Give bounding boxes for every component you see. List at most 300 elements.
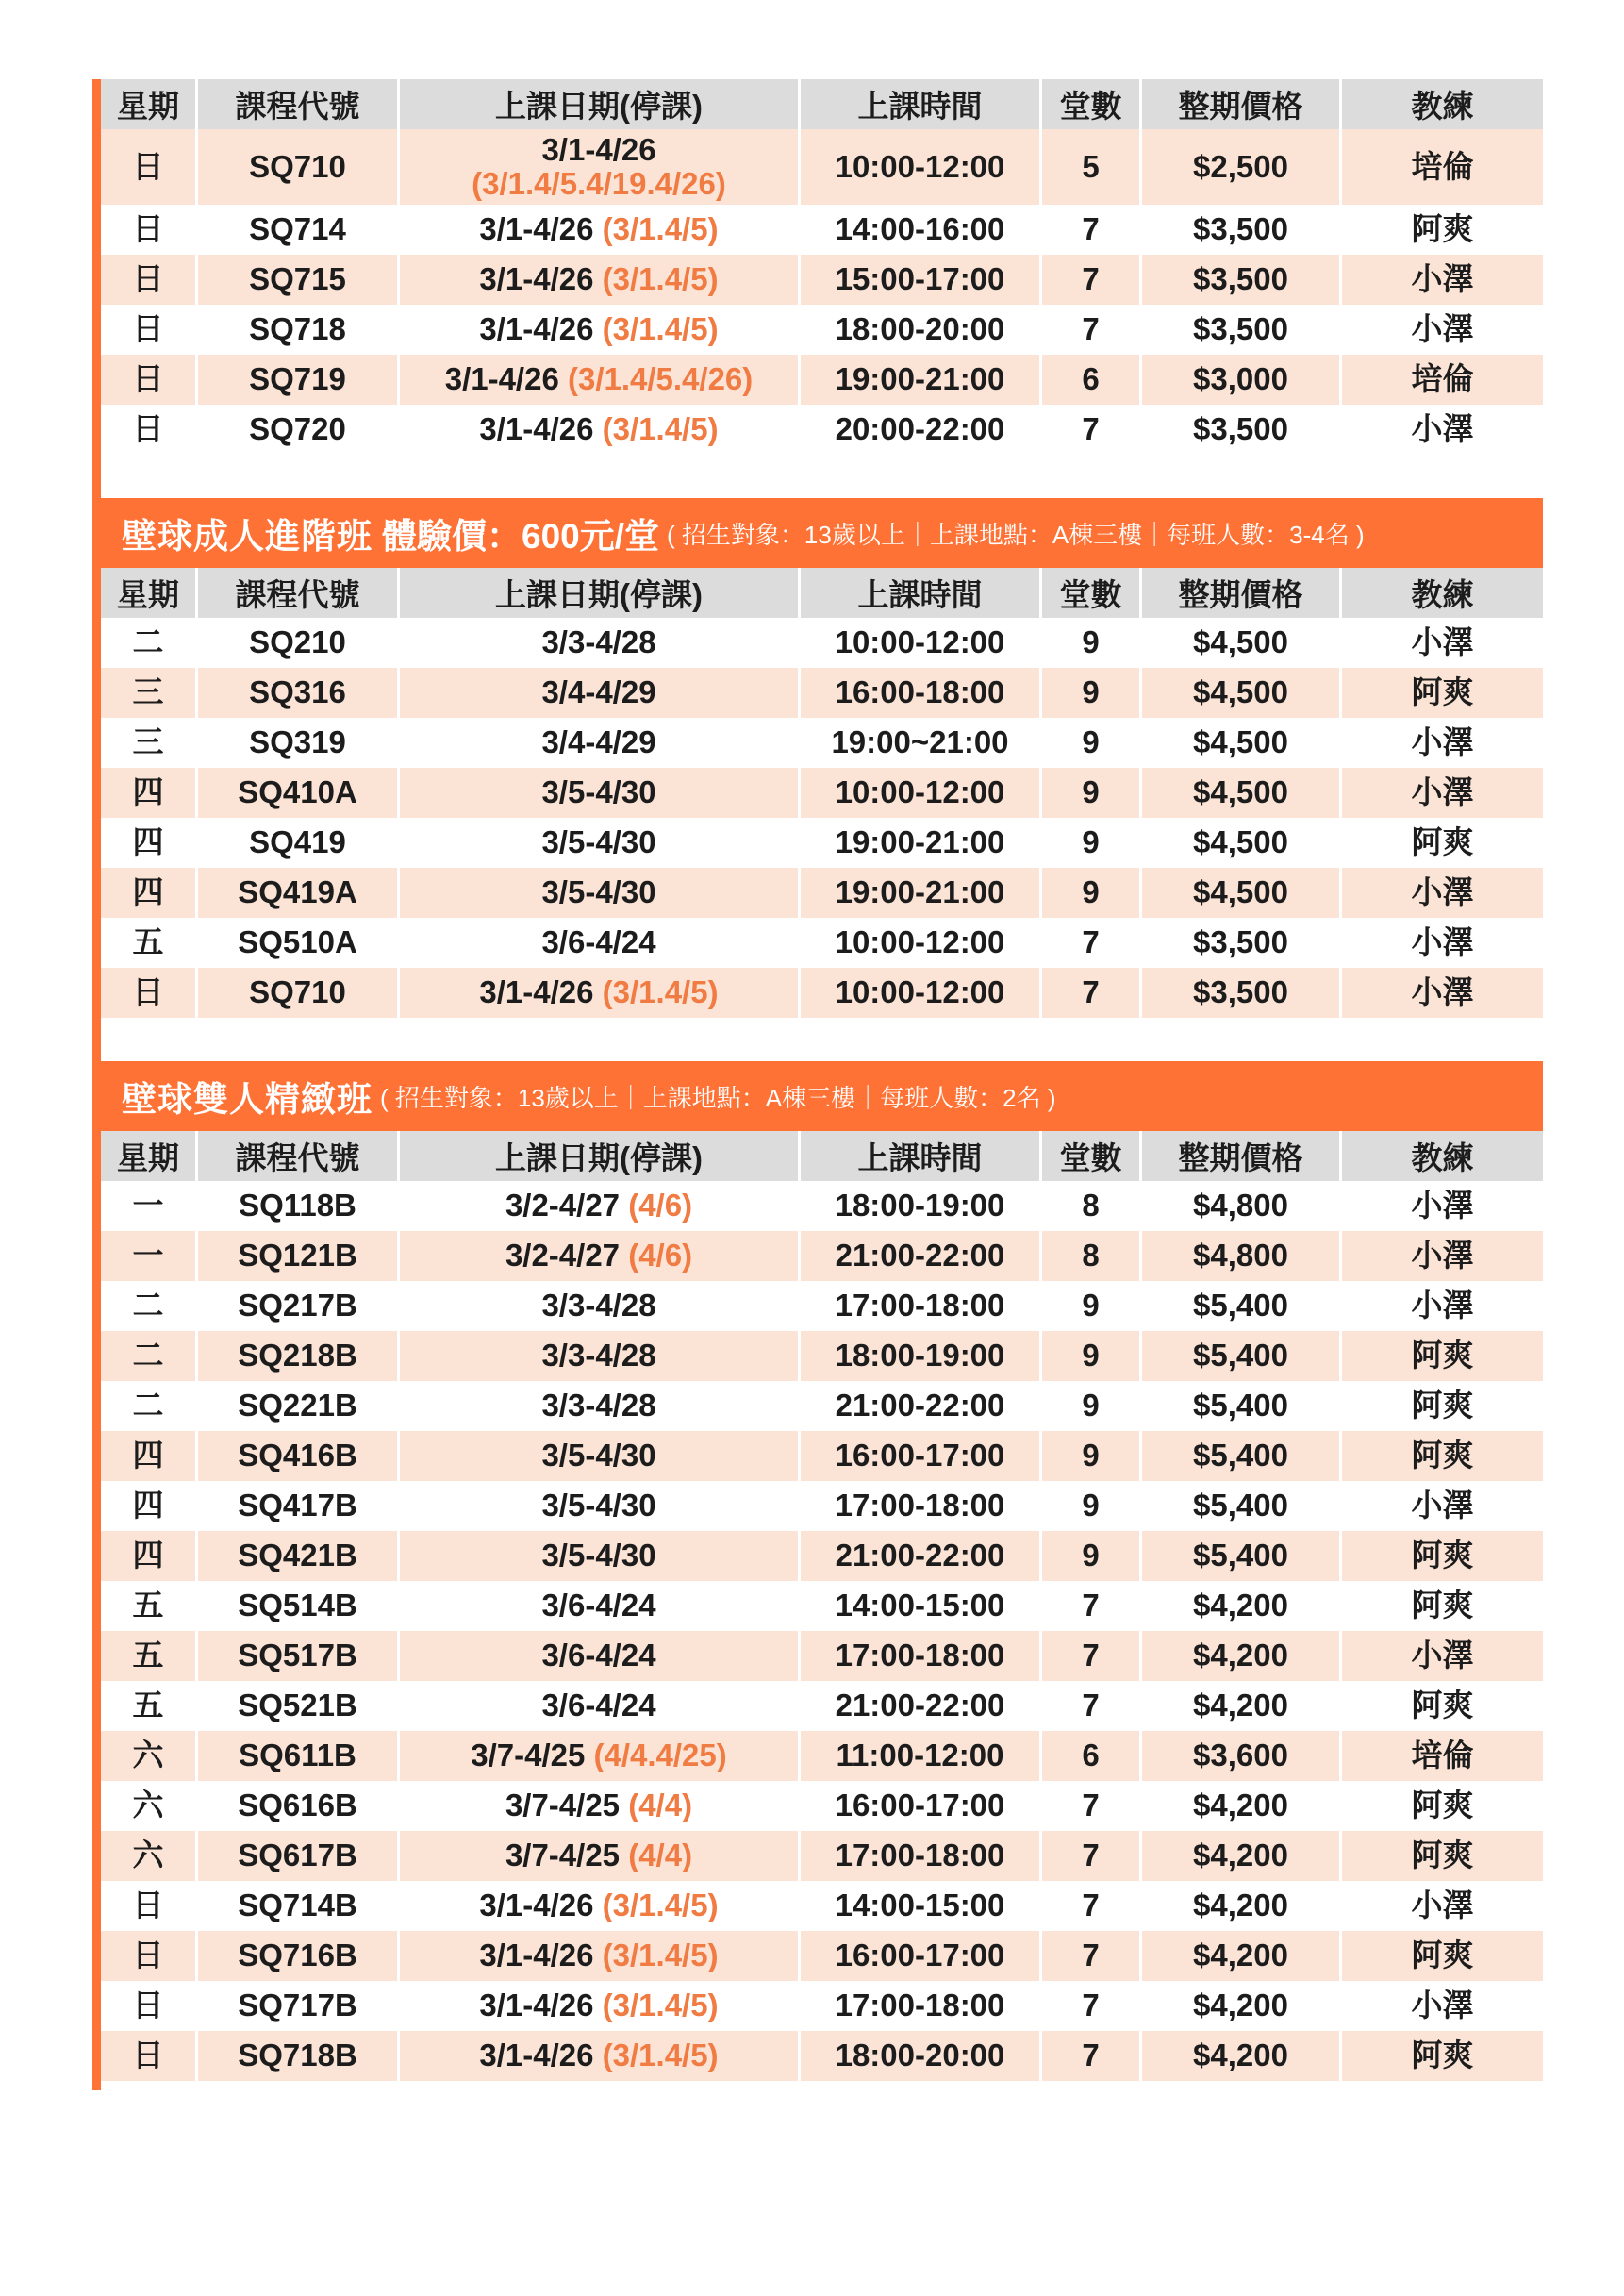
suspended-dates: (3/1.4/5)	[602, 311, 719, 347]
day-cell: 六	[101, 1831, 195, 1881]
sessions-cell: 7	[1039, 1981, 1139, 2031]
coach-cell: 阿爽	[1339, 1831, 1543, 1881]
course-code-cell: SQ710	[195, 129, 397, 205]
day-cell: 三	[132, 724, 164, 760]
time-cell: 18:00-19:00	[798, 1331, 1039, 1381]
time-cell: 19:00~21:00	[798, 718, 1039, 768]
date-range: 3/5-4/30	[541, 1538, 656, 1573]
price-cell: $2,500	[1139, 129, 1339, 205]
schedule-table	[101, 79, 1543, 455]
suspended-dates: (4/6)	[628, 1238, 693, 1273]
coach-cell: 小澤	[1339, 1981, 1543, 2031]
schedule-table	[101, 1131, 1543, 2081]
time-cell: 10:00-12:00	[798, 768, 1039, 818]
day-cell: 日	[101, 968, 195, 1018]
course-code-cell: SQ720	[195, 405, 397, 455]
table-row	[101, 768, 1543, 818]
section-doubles-premium	[101, 1061, 1543, 2081]
dates-cell	[397, 868, 798, 918]
course-code-cell: SQ714B	[195, 1881, 397, 1931]
dates-cell	[397, 1331, 798, 1381]
section-sunday-classes	[101, 79, 1543, 455]
dates-cell	[397, 1931, 798, 1981]
price-cell: $3,500	[1139, 405, 1339, 455]
sessions-cell: 9	[1039, 1431, 1139, 1481]
price-cell: $5,400	[1139, 1281, 1339, 1331]
day-cell: 五	[132, 1588, 164, 1623]
date-range: 3/2-4/27	[505, 1188, 621, 1223]
date-range: 3/6-4/24	[541, 1688, 656, 1723]
suspended-dates: (4/4.4/25)	[593, 1738, 727, 1773]
time-cell: 10:00-12:00	[798, 618, 1039, 668]
section-adult-advanced	[101, 498, 1543, 1018]
coach-cell: 培倫	[1339, 355, 1543, 405]
coach-cell: 小澤	[1339, 405, 1543, 455]
table-header-row	[101, 1131, 1543, 1181]
table-row	[101, 1681, 1543, 1731]
day-cell: 日	[101, 355, 195, 405]
suspended-dates: (3/1.4/5)	[602, 2038, 719, 2073]
coach-cell: 阿爽	[1339, 2031, 1543, 2081]
price-cell: $4,500	[1139, 818, 1339, 868]
course-code-cell: SQ217B	[195, 1281, 397, 1331]
day-cell: 日	[132, 411, 164, 447]
time-cell: 21:00-22:00	[798, 1381, 1039, 1431]
time-cell: 14:00-15:00	[798, 1581, 1039, 1631]
course-code-cell: SQ419	[195, 818, 397, 868]
header-course-code: 課程代號	[195, 1131, 397, 1181]
table-row	[101, 818, 1543, 868]
day-cell: 四	[101, 1431, 195, 1481]
coach-cell: 小澤	[1339, 255, 1543, 305]
sessions-cell: 9	[1039, 668, 1139, 718]
coach-cell: 阿爽	[1339, 1531, 1543, 1581]
sessions-cell: 5	[1039, 129, 1139, 205]
dates-cell	[397, 1731, 798, 1781]
day-cell: 四	[101, 1531, 195, 1581]
price-cell: $3,500	[1139, 968, 1339, 1018]
dates-cell	[397, 255, 798, 305]
course-code-cell: SQ118B	[195, 1181, 397, 1231]
sessions-cell: 7	[1039, 1781, 1139, 1831]
sessions-cell: 9	[1039, 768, 1139, 818]
table-row	[101, 305, 1543, 355]
date-range: 3/6-4/24	[541, 1638, 656, 1673]
price-cell: $4,500	[1139, 718, 1339, 768]
date-range: 3/3-4/28	[541, 1338, 656, 1373]
dates-cell	[397, 1981, 798, 2031]
day-cell: 六	[101, 1731, 195, 1781]
sessions-cell: 9	[1039, 1331, 1139, 1381]
header-coach: 教練	[1339, 1131, 1543, 1181]
dates-cell	[397, 718, 798, 768]
day-cell: 五	[132, 1688, 164, 1723]
course-code-cell: SQ514B	[195, 1581, 397, 1631]
time-cell: 18:00-20:00	[798, 305, 1039, 355]
section-note: ( 招生對象：13歲以上｜上課地點：A棟三樓｜每班人數：2名 )	[380, 1083, 1056, 1112]
date-range: 3/5-4/30	[541, 774, 656, 810]
day-cell: 四	[132, 824, 164, 860]
sessions-cell: 9	[1039, 818, 1139, 868]
sessions-cell: 7	[1039, 1581, 1139, 1631]
header-coach: 教練	[1339, 79, 1543, 129]
coach-cell: 小澤	[1339, 1281, 1543, 1331]
suspended-dates: (4/4)	[628, 1838, 693, 1873]
course-code-cell: SQ419A	[195, 868, 397, 918]
suspended-dates: (3/1.4/5)	[602, 411, 719, 447]
coach-cell: 小澤	[1339, 768, 1543, 818]
suspended-dates: (3/1.4/5)	[602, 974, 719, 1010]
price-cell: $4,200	[1139, 1931, 1339, 1981]
table-row	[101, 1481, 1543, 1531]
sessions-cell: 9	[1039, 1381, 1139, 1431]
course-code-cell: SQ714	[195, 205, 397, 255]
time-cell: 14:00-16:00	[798, 205, 1039, 255]
time-cell: 17:00-18:00	[798, 1831, 1039, 1881]
course-code-cell: SQ719	[195, 355, 397, 405]
section-header	[101, 1061, 1543, 1131]
course-code-cell: SQ510A	[195, 918, 397, 968]
date-range: 3/5-4/30	[541, 874, 656, 910]
price-cell: $4,200	[1139, 1581, 1339, 1631]
price-cell: $3,000	[1139, 355, 1339, 405]
price-cell: $4,200	[1139, 1631, 1339, 1681]
sessions-cell: 6	[1039, 355, 1139, 405]
table-row	[101, 2031, 1543, 2081]
sessions-cell: 9	[1039, 618, 1139, 668]
sessions-cell: 7	[1039, 1881, 1139, 1931]
price-cell: $4,800	[1139, 1231, 1339, 1281]
header-price: 整期價格	[1139, 1131, 1339, 1181]
day-cell: 日	[132, 1988, 164, 2023]
course-code-cell: SQ417B	[195, 1481, 397, 1531]
time-cell: 10:00-12:00	[798, 918, 1039, 968]
header-day: 星期	[101, 1131, 195, 1181]
dates-cell	[397, 1631, 798, 1681]
dates-cell	[397, 968, 798, 1018]
coach-cell: 阿爽	[1339, 1681, 1543, 1731]
table-row	[101, 1581, 1543, 1631]
date-range: 3/1-4/26	[479, 211, 594, 247]
coach-cell: 阿爽	[1339, 668, 1543, 718]
table-row	[101, 1931, 1543, 1981]
trial-price: 體驗價：600元/堂	[382, 517, 660, 556]
time-cell: 16:00-18:00	[798, 668, 1039, 718]
course-code-cell: SQ416B	[195, 1431, 397, 1481]
date-range: 3/5-4/30	[541, 1488, 656, 1523]
coach-cell: 小澤	[1339, 1881, 1543, 1931]
dates-cell	[397, 129, 798, 205]
section-note: ( 招生對象：13歲以上｜上課地點：A棟三樓｜每班人數：3-4名 )	[667, 520, 1365, 549]
date-range: 3/1-4/26	[479, 261, 594, 297]
course-code-cell: SQ715	[195, 255, 397, 305]
coach-cell: 小澤	[1339, 618, 1543, 668]
dates-cell	[397, 1231, 798, 1281]
header-time: 上課時間	[798, 79, 1039, 129]
time-cell: 21:00-22:00	[798, 1231, 1039, 1281]
date-range: 3/1-4/26	[479, 411, 594, 447]
time-cell: 18:00-19:00	[798, 1181, 1039, 1231]
coach-cell: 阿爽	[1339, 1331, 1543, 1381]
dates-cell	[397, 1481, 798, 1531]
price-cell: $5,400	[1139, 1481, 1339, 1531]
sessions-cell: 7	[1039, 305, 1139, 355]
course-code-cell: SQ316	[195, 668, 397, 718]
table-row	[101, 1831, 1543, 1881]
header-sessions: 堂數	[1039, 568, 1139, 618]
dates-cell	[397, 1281, 798, 1331]
date-range: 3/1-4/26	[444, 361, 559, 397]
day-cell: 四	[101, 868, 195, 918]
coach-cell: 小澤	[1339, 305, 1543, 355]
table-row	[101, 1981, 1543, 2031]
coach-cell: 小澤	[1339, 1181, 1543, 1231]
suspended-dates: (4/4)	[628, 1788, 693, 1823]
table-row	[101, 918, 1543, 968]
day-cell: 四	[132, 1488, 164, 1523]
coach-cell: 阿爽	[1339, 1781, 1543, 1831]
course-code-cell: SQ717B	[195, 1981, 397, 2031]
price-cell: $4,200	[1139, 1781, 1339, 1831]
accent-bar	[92, 79, 101, 2090]
date-range: 3/6-4/24	[541, 924, 656, 960]
price-cell: $4,200	[1139, 1681, 1339, 1731]
sessions-cell: 6	[1039, 1731, 1139, 1781]
course-code-cell: SQ718	[195, 305, 397, 355]
suspended-dates: (3/1.4/5)	[602, 1938, 719, 1973]
dates-cell	[397, 1581, 798, 1631]
date-range: 3/7-4/25	[505, 1788, 621, 1823]
coach-cell: 培倫	[1339, 129, 1543, 205]
sessions-cell: 7	[1039, 255, 1139, 305]
time-cell: 10:00-12:00	[798, 129, 1039, 205]
header-dates: 上課日期(停課)	[397, 568, 798, 618]
table-row	[101, 205, 1543, 255]
course-code-cell: SQ718B	[195, 2031, 397, 2081]
coach-cell: 小澤	[1339, 968, 1543, 1018]
header-sessions: 堂數	[1039, 1131, 1139, 1181]
course-code-cell: SQ121B	[195, 1231, 397, 1281]
sessions-cell: 7	[1039, 1631, 1139, 1681]
date-range: 3/5-4/30	[541, 824, 656, 860]
header-dates: 上課日期(停課)	[397, 79, 798, 129]
coach-cell: 小澤	[1339, 1231, 1543, 1281]
date-range: 3/4-4/29	[541, 674, 656, 710]
header-day: 星期	[101, 79, 195, 129]
coach-cell: 阿爽	[1339, 818, 1543, 868]
sessions-cell: 7	[1039, 205, 1139, 255]
section-header	[101, 498, 1543, 568]
dates-cell	[397, 1181, 798, 1231]
time-cell: 19:00-21:00	[798, 355, 1039, 405]
coach-cell: 小澤	[1339, 918, 1543, 968]
section-title: 壁球雙人精緻班	[122, 1080, 373, 1119]
dates-cell	[397, 1531, 798, 1581]
dates-cell	[397, 1431, 798, 1481]
sessions-cell: 7	[1039, 2031, 1139, 2081]
time-cell: 20:00-22:00	[798, 405, 1039, 455]
table-row	[101, 718, 1543, 768]
coach-cell: 阿爽	[1339, 1431, 1543, 1481]
day-cell: 五	[101, 1631, 195, 1681]
suspended-dates: (4/6)	[628, 1188, 693, 1223]
course-code-cell: SQ221B	[195, 1381, 397, 1431]
suspended-dates: (3/1.4/5)	[602, 1988, 719, 2023]
dates-cell	[397, 768, 798, 818]
table-row	[101, 1231, 1543, 1281]
dates-cell	[397, 668, 798, 718]
header-dates: 上課日期(停課)	[397, 1131, 798, 1181]
day-cell: 日	[101, 1931, 195, 1981]
price-cell: $4,500	[1139, 768, 1339, 818]
sessions-cell: 9	[1039, 868, 1139, 918]
header-course-code: 課程代號	[195, 79, 397, 129]
price-cell: $5,400	[1139, 1381, 1339, 1431]
time-cell: 21:00-22:00	[798, 1681, 1039, 1731]
course-code-cell: SQ210	[195, 618, 397, 668]
time-cell: 11:00-12:00	[798, 1731, 1039, 1781]
price-cell: $5,400	[1139, 1431, 1339, 1481]
day-cell: 四	[101, 768, 195, 818]
dates-cell	[397, 305, 798, 355]
dates-cell	[397, 1381, 798, 1431]
sessions-cell: 7	[1039, 1831, 1139, 1881]
suspended-dates: (3/1.4/5.4/26)	[567, 361, 754, 397]
price-cell: $3,500	[1139, 918, 1339, 968]
header-price: 整期價格	[1139, 568, 1339, 618]
date-range: 3/1-4/26	[479, 2038, 594, 2073]
course-code-cell: SQ410A	[195, 768, 397, 818]
date-range: 3/1-4/26	[479, 1988, 594, 2023]
day-cell: 日	[132, 211, 164, 247]
time-cell: 18:00-20:00	[798, 2031, 1039, 2081]
header-price: 整期價格	[1139, 79, 1339, 129]
dates-cell	[397, 918, 798, 968]
table-header-row	[101, 568, 1543, 618]
dates-cell	[397, 1681, 798, 1731]
course-code-cell: SQ521B	[195, 1681, 397, 1731]
coach-cell: 阿爽	[1339, 1381, 1543, 1431]
sessions-cell: 7	[1039, 405, 1139, 455]
table-row	[101, 1881, 1543, 1931]
course-code-cell: SQ218B	[195, 1331, 397, 1381]
suspended-dates: (3/1.4/5)	[602, 211, 719, 247]
table-row	[101, 1731, 1543, 1781]
coach-cell: 培倫	[1339, 1731, 1543, 1781]
time-cell: 19:00-21:00	[798, 868, 1039, 918]
time-cell: 17:00-18:00	[798, 1631, 1039, 1681]
date-range: 3/1-4/26	[541, 131, 656, 167]
header-sessions: 堂數	[1039, 79, 1139, 129]
day-cell: 一	[132, 1188, 164, 1223]
dates-cell	[397, 355, 798, 405]
table-row	[101, 1781, 1543, 1831]
day-cell: 日	[132, 311, 164, 347]
course-code-cell: SQ616B	[195, 1781, 397, 1831]
price-cell: $4,200	[1139, 1831, 1339, 1881]
sessions-cell: 8	[1039, 1231, 1139, 1281]
date-range: 3/1-4/26	[479, 974, 594, 1010]
dates-cell	[397, 405, 798, 455]
course-code-cell: SQ716B	[195, 1931, 397, 1981]
table-row	[101, 1181, 1543, 1231]
time-cell: 17:00-18:00	[798, 1281, 1039, 1331]
dates-cell	[397, 1781, 798, 1831]
suspended-dates: (3/1.4/5.4/19.4/26)	[472, 166, 726, 201]
time-cell: 19:00-21:00	[798, 818, 1039, 868]
sessions-cell: 7	[1039, 918, 1139, 968]
suspended-dates: (3/1.4/5)	[602, 261, 719, 297]
table-row	[101, 968, 1543, 1018]
time-cell: 21:00-22:00	[798, 1531, 1039, 1581]
price-cell: $4,500	[1139, 618, 1339, 668]
date-range: 3/7-4/25	[471, 1738, 586, 1773]
course-code-cell: SQ617B	[195, 1831, 397, 1881]
date-range: 3/3-4/28	[541, 1288, 656, 1323]
header-time: 上課時間	[798, 1131, 1039, 1181]
dates-cell	[397, 205, 798, 255]
price-cell: $4,200	[1139, 1881, 1339, 1931]
sessions-cell: 8	[1039, 1181, 1139, 1231]
day-cell: 日	[101, 255, 195, 305]
table-row	[101, 405, 1543, 455]
table-row	[101, 618, 1543, 668]
day-cell: 二	[132, 624, 164, 660]
coach-cell: 阿爽	[1339, 1931, 1543, 1981]
coach-cell: 小澤	[1339, 1631, 1543, 1681]
date-range: 3/1-4/26	[479, 1938, 594, 1973]
time-cell: 10:00-12:00	[798, 968, 1039, 1018]
sessions-cell: 7	[1039, 1681, 1139, 1731]
dates-cell	[397, 2031, 798, 2081]
day-cell: 六	[132, 1788, 164, 1823]
price-cell: $3,500	[1139, 205, 1339, 255]
table-row	[101, 1331, 1543, 1381]
day-cell: 日	[101, 2031, 195, 2081]
sessions-cell: 9	[1039, 718, 1139, 768]
date-range: 3/5-4/30	[541, 1438, 656, 1473]
header-course-code: 課程代號	[195, 568, 397, 618]
time-cell: 15:00-17:00	[798, 255, 1039, 305]
header-day: 星期	[101, 568, 195, 618]
price-cell: $4,800	[1139, 1181, 1339, 1231]
table-row	[101, 1431, 1543, 1481]
date-range: 3/4-4/29	[541, 724, 656, 760]
price-cell: $3,600	[1139, 1731, 1339, 1781]
table-row	[101, 1531, 1543, 1581]
price-cell: $4,500	[1139, 868, 1339, 918]
time-cell: 17:00-18:00	[798, 1981, 1039, 2031]
price-cell: $4,200	[1139, 2031, 1339, 2081]
sessions-cell: 9	[1039, 1481, 1139, 1531]
date-range: 3/6-4/24	[541, 1588, 656, 1623]
day-cell: 三	[101, 668, 195, 718]
table-row	[101, 1631, 1543, 1681]
course-code-cell: SQ517B	[195, 1631, 397, 1681]
table-row	[101, 355, 1543, 405]
dates-cell	[397, 1881, 798, 1931]
time-cell: 16:00-17:00	[798, 1781, 1039, 1831]
price-cell: $4,200	[1139, 1981, 1339, 2031]
table-row	[101, 668, 1543, 718]
schedule-table	[101, 568, 1543, 1018]
dates-cell	[397, 618, 798, 668]
sessions-cell: 7	[1039, 968, 1139, 1018]
day-cell: 二	[132, 1288, 164, 1323]
time-cell: 14:00-15:00	[798, 1881, 1039, 1931]
header-coach: 教練	[1339, 568, 1543, 618]
course-code-cell: SQ611B	[195, 1731, 397, 1781]
